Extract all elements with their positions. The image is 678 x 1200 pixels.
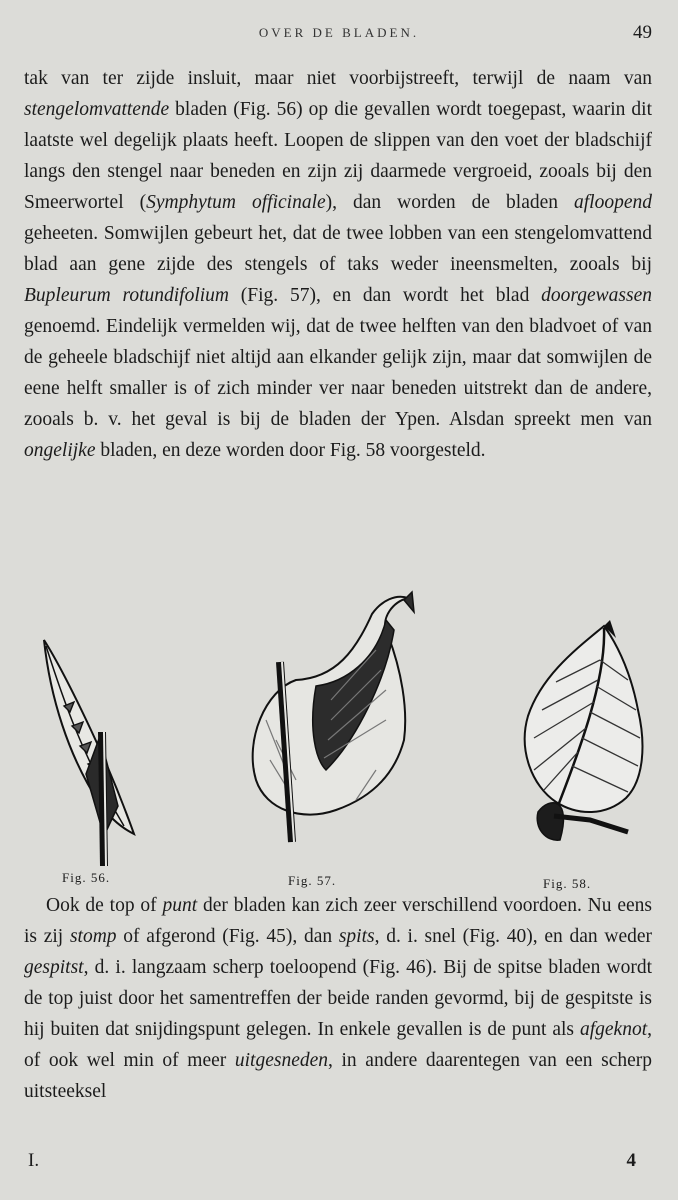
page-number: 49 <box>633 22 652 43</box>
italic-term: stomp <box>69 926 117 947</box>
top-paragraph <box>24 63 652 466</box>
text-run: of afgerond (Fig. 45), dan <box>116 926 339 947</box>
italic-term: afloopend <box>574 192 652 213</box>
italic-term: punt <box>162 895 198 916</box>
signature-mark-left: I. <box>28 1150 40 1171</box>
text-run: geheeten. Somwijlen gebeurt het, dat de twee lobben van een stengelomvattend blad aan gene zijde des stengels of taks weder ineensmelten, zooals bij <box>24 223 652 275</box>
text-run: (Fig. 57), en dan wordt het blad <box>229 285 542 306</box>
text-run: , of ook wel min of meer <box>24 1019 652 1071</box>
running-title: OVER DE BLADEN. <box>258 25 420 40</box>
clasping-leaf-drawing <box>38 636 138 868</box>
italic-term: doorgewassen <box>541 285 652 306</box>
italic-term: uitgesneden <box>234 1050 329 1071</box>
text-run: bladen (Fig. 56) op die gevallen wordt toegepast, waarin dit laatste wel degelijk plaats heeft. Loopen de slippen van den voet der bladschijf langs den stengel naar beneden en zijn zij daarmede vergroeid, zooals bij den Smeerwortel ( <box>24 99 652 213</box>
text-run: bladen, en deze worden door Fig. 58 voorgesteld. <box>95 440 486 461</box>
italic-term: spits <box>338 926 375 947</box>
paragraph-text <box>24 63 652 466</box>
figure-56-illustration <box>38 636 138 868</box>
figure-57-illustration <box>236 590 416 850</box>
figure-57-caption: Fig. 57. <box>288 873 337 888</box>
unequal-leaf-drawing <box>520 620 650 860</box>
figure-58-caption: Fig. 58. <box>543 876 592 891</box>
bottom-paragraph <box>24 890 652 1107</box>
figure-58-illustration <box>520 620 650 860</box>
signature-mark-right: 4 <box>626 1150 636 1171</box>
italic-term: Bupleurum rotundifolium <box>24 285 229 306</box>
figure-56-caption: Fig. 56. <box>62 870 111 885</box>
text-run: , d. i. snel (Fig. 40), en dan weder <box>374 926 653 947</box>
text-run: , in andere daarentegen van een scherp uitsteeksel <box>24 1050 653 1102</box>
italic-term: afgeknot <box>579 1019 648 1040</box>
text-run: tak van ter zijde insluit, maar niet voorbijstreeft, terwijl de naam van <box>24 68 652 89</box>
text-run: ), dan worden de bladen <box>325 192 574 213</box>
italic-term: stengelomvattende <box>24 99 170 120</box>
text-run: Ook de top of <box>46 895 163 916</box>
text-run: der bladen kan zich zeer verschillend voordoen. Nu eens is zij <box>24 895 652 947</box>
paragraph-text <box>24 890 652 1107</box>
page-header <box>0 22 678 46</box>
text-run: genoemd. Eindelijk vermelden wij, dat de twee helften van den bladvoet of van de geheele bladschijf niet altijd aan elkander gelijk zijn, maar dat somwijlen de eene helft smaller is of zich minder ver naar beneden uitstrekt dan de andere, zooals b. v. het geval is bij de bladen der Ypen. Alsdan spreekt men van <box>24 316 652 430</box>
perfoliate-leaf-drawing <box>236 590 416 850</box>
italic-term: gespitst <box>24 957 84 978</box>
text-run: , d. i. langzaam scherp toeloopend (Fig. 46). Bij de spitse bladen wordt de top juist door het samentreffen der beide randen gevormd, bij de gespitste is hij buiten dat snijdingspunt gelegen. In enkele gevallen is de punt als <box>24 957 652 1040</box>
italic-term: ongelijke <box>24 440 96 461</box>
italic-term: Symphytum officinale <box>146 192 326 213</box>
